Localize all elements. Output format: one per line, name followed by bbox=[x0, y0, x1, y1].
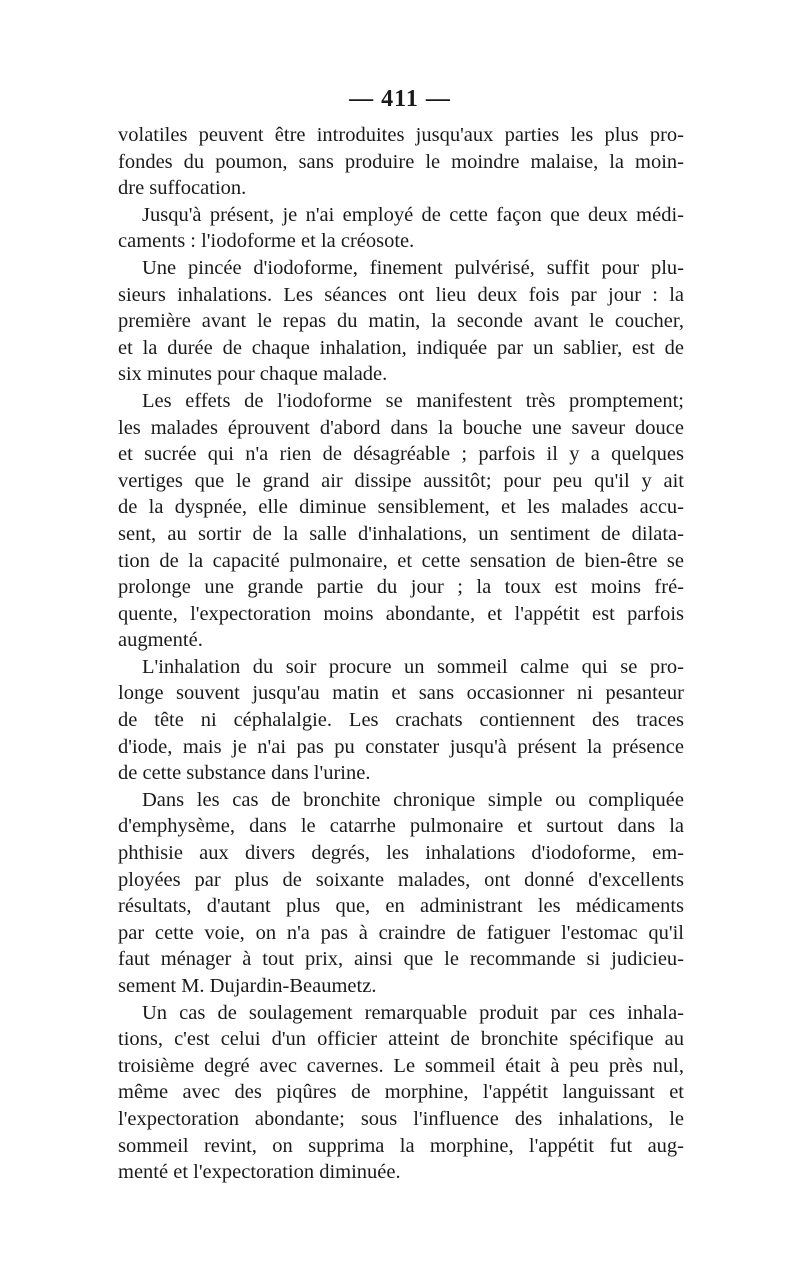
text-line: sent, au sortir de la salle d'inhalations, un sentiment de dilata- bbox=[118, 522, 684, 545]
text-line: faut ménager à tout prix, ainsi que le recommande si judicieu- bbox=[118, 948, 684, 971]
text-line: menté et l'expectoration diminuée. bbox=[118, 1161, 401, 1184]
text-line: troisième degré avec cavernes. Le sommeil était à peu près nul, bbox=[118, 1054, 684, 1077]
paragraph bbox=[118, 202, 684, 255]
text-line: Dans les cas de bronchite chronique simple ou compliquée bbox=[142, 788, 684, 811]
text-line: Un cas de soulagement remarquable produit par ces inhala- bbox=[142, 1001, 684, 1024]
text-line: l'expectoration abondante; sous l'influence des inhalations, le bbox=[118, 1107, 684, 1130]
paragraph bbox=[118, 787, 684, 1000]
text-line: Une pincée d'iodoforme, finement pulvérisé, suffit pour plu- bbox=[142, 256, 684, 279]
text-line: par cette voie, on n'a pas à craindre de fatiguer l'estomac qu'il bbox=[118, 921, 684, 944]
text-line: et la durée de chaque inhalation, indiquée par un sablier, est de bbox=[118, 336, 684, 359]
text-line: prolonge une grande partie du jour ; la toux est moins fré- bbox=[118, 576, 684, 599]
paragraph bbox=[118, 1000, 684, 1186]
text-line: ployées par plus de soixante malades, ont donné d'excellents bbox=[118, 868, 684, 891]
text-line: fondes du poumon, sans produire le moindre malaise, la moin- bbox=[118, 150, 684, 173]
text-line: même avec des piqûres de morphine, l'appétit languissant et bbox=[118, 1081, 684, 1104]
text-line: six minutes pour chaque malade. bbox=[118, 363, 388, 386]
text-line: Les effets de l'iodoforme se manifestent très promptement; bbox=[142, 389, 684, 412]
text-line: les malades éprouvent d'abord dans la bouche une saveur douce bbox=[118, 416, 684, 439]
text-line: phthisie aux divers degrés, les inhalations d'iodoforme, em- bbox=[118, 842, 684, 865]
paragraph bbox=[118, 654, 684, 787]
text-line: vertiges que le grand air dissipe aussitôt; pour peu qu'il y ait bbox=[118, 469, 684, 492]
text-line: de cette substance dans l'urine. bbox=[118, 762, 371, 785]
paragraph bbox=[118, 388, 684, 654]
text-line: sement M. Dujardin-Beaumetz. bbox=[118, 975, 377, 997]
text-line: L'inhalation du soir procure un sommeil calme qui se pro- bbox=[142, 655, 684, 678]
paragraph bbox=[118, 122, 684, 202]
text-line: de la dyspnée, elle diminue sensiblement, et les malades accu- bbox=[118, 496, 684, 519]
text-line: première avant le repas du matin, la seconde avant le coucher, bbox=[118, 310, 684, 333]
text-line: Jusqu'à présent, je n'ai employé de cette façon que deux médi- bbox=[142, 203, 684, 226]
text-line: résultats, d'autant plus que, en administrant les médicaments bbox=[118, 895, 684, 918]
body-text bbox=[118, 122, 684, 1186]
page-number: — 411 — bbox=[349, 86, 451, 112]
text-line: longe souvent jusqu'au matin et sans occasionner ni pesanteur bbox=[118, 682, 684, 705]
text-line: volatiles peuvent être introduites jusqu'aux parties les plus pro- bbox=[118, 124, 684, 146]
text-line: augmenté. bbox=[118, 629, 203, 652]
text-line: sieurs inhalations. Les séances ont lieu deux fois par jour : la bbox=[118, 283, 684, 306]
text-line: de tête ni céphalalgie. Les crachats contiennent des traces bbox=[118, 709, 684, 732]
text-line: et sucrée qui n'a rien de désagréable ; parfois il y a quelques bbox=[118, 443, 684, 466]
text-line: sommeil revint, on supprima la morphine, l'appétit fut aug- bbox=[118, 1134, 684, 1157]
text-line: caments : l'iodoforme et la créosote. bbox=[118, 230, 415, 253]
text-line: tion de la capacité pulmonaire, et cette sensation de bien-être se bbox=[118, 549, 684, 572]
text-line: dre suffocation. bbox=[118, 177, 247, 200]
text-line: d'emphysème, dans le catarrhe pulmonaire et surtout dans la bbox=[118, 815, 684, 838]
text-line: quente, l'expectoration moins abondante, et l'appétit est parfois bbox=[118, 602, 684, 625]
text-line: tions, c'est celui d'un officier atteint de bronchite spécifique au bbox=[118, 1028, 684, 1051]
paragraph bbox=[118, 255, 684, 388]
text-line: d'iode, mais je n'ai pas pu constater jusqu'à présent la présence bbox=[118, 735, 684, 758]
